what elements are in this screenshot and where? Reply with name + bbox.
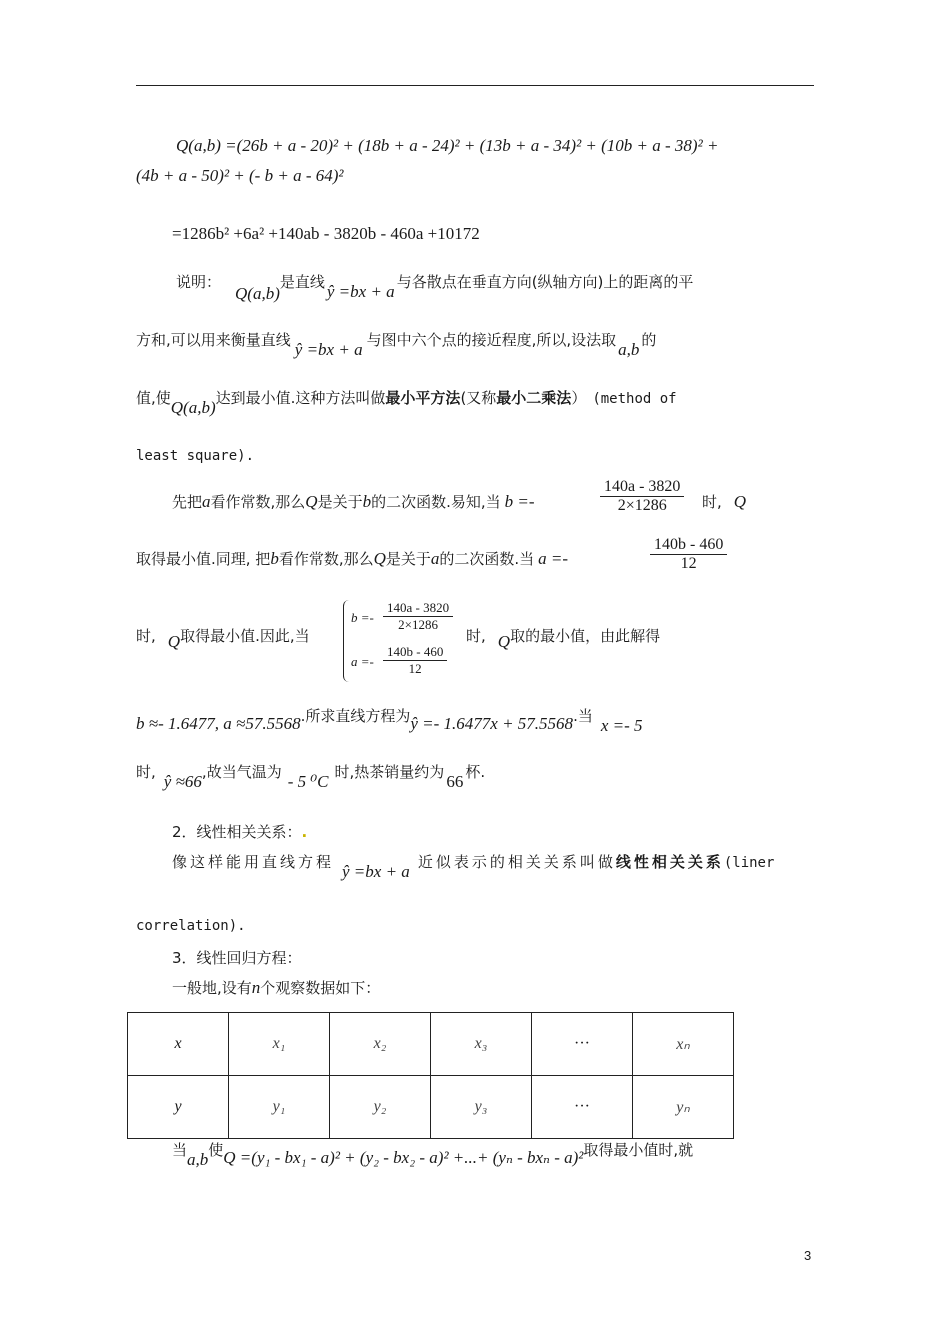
section2-paragraph: 像这样能用直线方程 ŷ =bx + a 近似表示的相关关系叫做线性相关关系(liner [172,853,775,881]
section3-heading: 3．线性回归方程： [172,949,302,967]
table-cell: ··· [532,1076,633,1139]
q-formula-line2: (4b + a - 50)² + (- b + a - 64)² [136,166,344,185]
table-cell: y [128,1076,229,1139]
explanation-line4: least square). [136,448,255,464]
derivation-line6: 取得最小值.同理, 把b看作常数,那么Q是关于a的二次函数.当 a =- [136,549,569,568]
table-cell: x [128,1013,229,1076]
fraction-b: $\frac{140a - 3820}{2\times 1286}$ [600,478,684,515]
header-rule [136,85,814,86]
q-formula-expanded: =1286b² +6a² +140ab - 3820b - 460a +10172 [172,224,480,243]
table-cell: xₙ [633,1013,734,1076]
section3-intro: 一般地,设有n个观察数据如下： [172,978,381,997]
section2-paragraph-end: correlation). [136,918,246,934]
explanation-line2: 方和,可以用来衡量直线 ŷ =bx + a 与图中六个点的接近程度,所以,设法取 a,b 的 [136,331,657,359]
table-row [128,1076,734,1139]
equation-system: b =- $\frac{140a - 3820}{2\times 1286}$ a =- $\frac{140b - 460}{12}$ [343,600,463,684]
derivation-line9: 时, ŷ ≈66,故当气温为 - 5 ⁰C 时,热茶销量约为 66 杯. [136,763,486,791]
table-cell: y₃ [431,1076,532,1139]
table-cell: y₂ [330,1076,431,1139]
table-cell: ··· [532,1013,633,1076]
page-number: 3 [804,1248,812,1263]
derivation-line7-end: 时, Q取的最小值，由此解得 [466,627,661,651]
derivation-line5: 先把a看作常数,那么Q是关于b的二次函数.易知,当 b =- [172,492,535,511]
observation-table [127,1012,734,1139]
system-brace [343,600,350,682]
q-formula-line1: Q(a,b) =(26b + a - 20)² + (18b + a - 24)² + (13b + a - 34)² + (10b + a - 38)² + [176,136,719,155]
table-cell: x₁ [229,1013,330,1076]
system-fraction-a: $\frac{140b - 460}{12}$ [383,644,447,677]
explanation-line1: 说明：Q(a,b)是直线 ŷ =bx + a 与各散点在垂直方向(纵轴方向)上的距离的平 [176,273,694,303]
table-row [128,1013,734,1076]
table-cell: x₃ [431,1013,532,1076]
table-cell: x₂ [330,1013,431,1076]
section2-heading: 2．线性相关关系：. [172,823,308,841]
table-cell: y₁ [229,1076,330,1139]
derivation-line5-end: 时, Q [702,492,747,511]
fraction-a: $\frac{140b - 460}{12}$ [650,536,727,573]
derivation-line8: b ≈- 1.6477, a ≈57.5568.所求直线方程为ŷ =- 1.6477x + 57.5568.当 x =- 5 [136,707,643,735]
derivation-line7: 时, Q取得最小值.因此,当 [136,627,310,651]
system-fraction-b: $\frac{140a - 3820}{2\times 1286}$ [383,600,453,633]
table-cell: yₙ [633,1076,734,1139]
final-line: 当a,b使Q =(y₁ - bx₁ - a)² + (y₂ - bx₂ - a)² +...+ (yₙ - bxₙ - a)²取得最小值时,就 [172,1141,694,1169]
explanation-line3: 值,使Q(a,b)达到最小值.这种方法叫做最小平方法(又称最小二乘法） (method of [136,389,677,417]
